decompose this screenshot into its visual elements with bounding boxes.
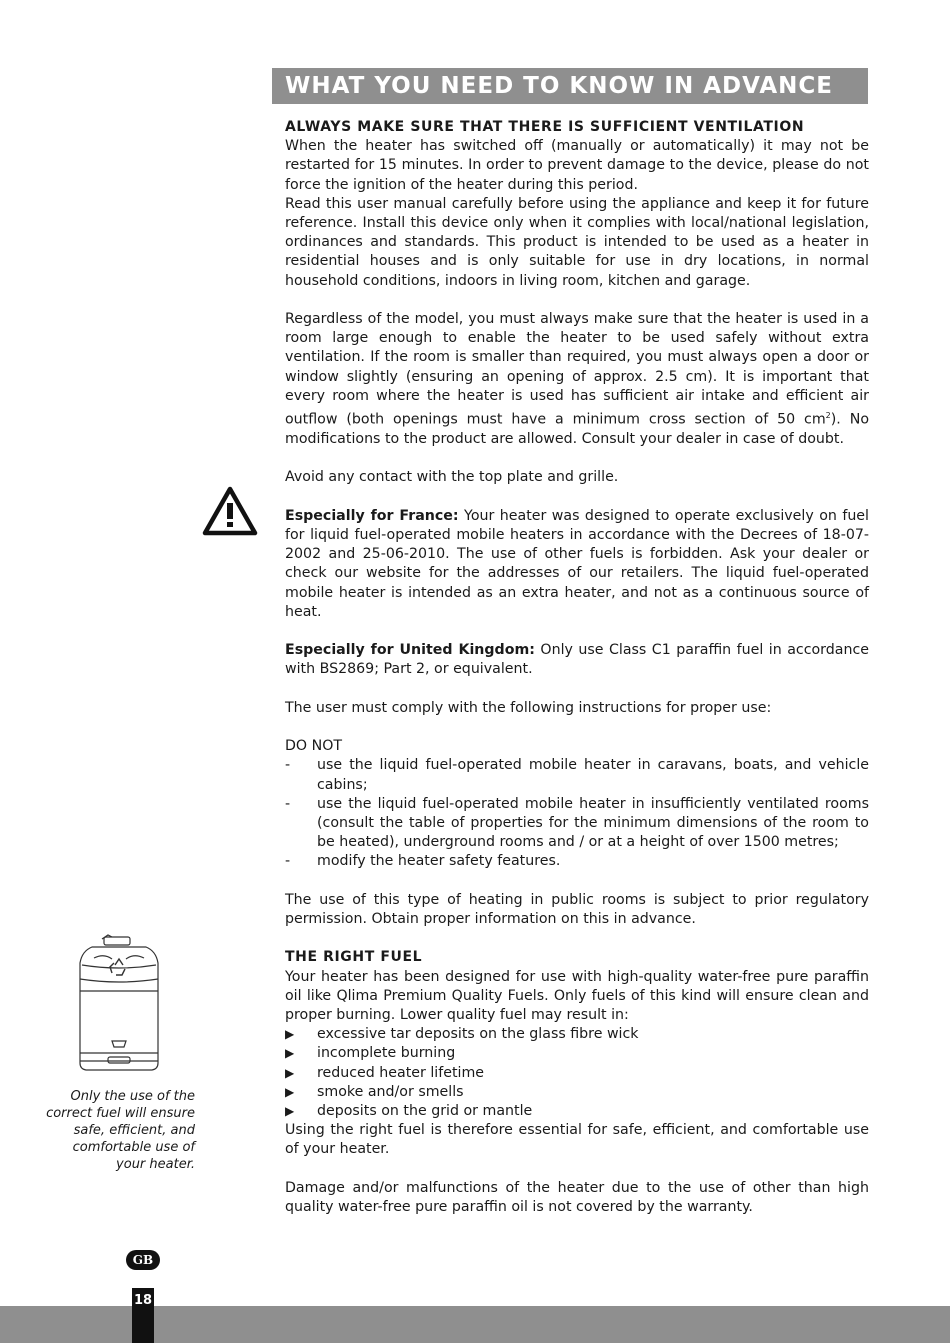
do-not-list xyxy=(285,756,869,871)
restart-paragraph: When the heater has switched off (manually or automatically) it may not be restarted for 15 minutes. In order to prevent damage to the device, please do not force the ignition of the heater during this period. xyxy=(285,138,869,193)
fuel-heading: THE RIGHT FUEL xyxy=(285,949,423,966)
superscript-2: 2 xyxy=(825,411,831,421)
france-label: Especially for France: xyxy=(285,507,459,524)
language-badge: GB xyxy=(126,1250,160,1270)
do-not-label: DO NOT xyxy=(285,738,343,755)
warranty-paragraph: Damage and/or malfunctions of the heater due to the use of other than high quality water-free pure paraffin oil is not covered by the warranty. xyxy=(285,1179,869,1215)
fuel-caption: Only the use of the correct fuel will ensure safe, efficient, and comfortable use of your heater. xyxy=(46,1089,195,1172)
uk-text: Only use Class C1 paraffin fuel in accordance with BS2869; Part 2, or equivalent. xyxy=(285,642,869,678)
list-item-text: deposits on the grid or mantle xyxy=(317,1102,533,1119)
list-item: - use the liquid fuel-operated mobile heater in insufficiently ventilated rooms (consult the table of properties for the minimum dimensions of the room to be heated), underground rooms and / or at a height of over 1500 metres; xyxy=(285,795,869,853)
room-size-paragraph xyxy=(285,310,869,449)
fuel-jerrycan-icon xyxy=(74,933,164,1073)
list-item xyxy=(285,1044,869,1063)
room-size-text-a: Regardless of the model, you must always make sure that the heater is used in a room large enough to enable the heater to be used safely without extra ventilation. If the room is smaller than required, you must always open a door or window slightly (ensuring an opening of approx. 2.5 cm). It is important that every room where the heater is used has sufficient air intake and efficient air outflow (both openings must have a minimum cross section of 50 cm xyxy=(285,311,869,428)
triangle-bullet-icon: ▶ xyxy=(285,1046,295,1061)
france-text: Your heater was designed to operate exclusively on fuel for liquid fuel-operated mobile heaters in accordance with the Decrees of 18-07-2002 and 25-06-2010. The use of other fuels is forbidden. Ask your dealer or check our website for the addresses of our retailers. The liquid fuel-operated mobile heater is intended as an extra heater, and not as a continuous source of heat. xyxy=(285,507,869,620)
list-item: - use the liquid fuel-operated mobile heater in caravans, boats, and vehicle cabins; xyxy=(285,756,869,794)
list-item-text: incomplete burning xyxy=(317,1045,456,1062)
triangle-bullet-icon: ▶ xyxy=(285,1027,295,1042)
main-content xyxy=(285,118,869,1217)
triangle-bullet-icon: ▶ xyxy=(285,1084,295,1099)
list-item xyxy=(285,1064,869,1083)
public-rooms-paragraph: The use of this type of heating in public rooms is subject to prior regulatory permission. Obtain proper information on this in advance. xyxy=(285,891,869,927)
list-item xyxy=(285,1025,869,1044)
triangle-bullet-icon: ▶ xyxy=(285,1065,295,1080)
list-item-text: reduced heater lifetime xyxy=(317,1064,485,1081)
room-size-text-b: ). No modifications to the product are allowed. Consult your dealer in case of doubt. xyxy=(285,411,870,447)
list-item xyxy=(285,1083,869,1102)
uk-paragraph xyxy=(285,641,869,679)
fuel-intro: Your heater has been designed for use with high-quality water-free pure paraffin oil like Qlima Premium Quality Fuels. Only fuels of this kind will ensure clean and proper burning. Lower quality fuel may result in: xyxy=(285,968,869,1023)
manual-paragraph: Read this user manual carefully before using the appliance and keep it for future reference. Install this device only when it complies with local/national legislation, ordinances and standards. This product is intended to be used as a heater in residential houses and is only suitable for use in dry locations, in normal household conditions, indoors in living room, kitchen and garage. xyxy=(285,195,869,289)
fuel-issues-list xyxy=(285,1025,869,1121)
uk-label: Especially for United Kingdom: xyxy=(285,642,535,659)
ventilation-heading: ALWAYS MAKE SURE THAT THERE IS SUFFICIENT VENTILATION xyxy=(285,119,805,135)
fuel-conclusion: Using the right fuel is therefore essential for safe, efficient, and comfortable use of your heater. xyxy=(285,1122,869,1158)
comply-paragraph: The user must comply with the following instructions for proper use: xyxy=(285,699,772,716)
list-item-text: excessive tar deposits on the glass fibre wick xyxy=(317,1026,639,1043)
page-number: 18 xyxy=(132,1288,154,1343)
page-title: WHAT YOU NEED TO KNOW IN ADVANCE xyxy=(272,68,868,104)
list-item: - modify the heater safety features. xyxy=(285,852,869,871)
list-item xyxy=(285,1102,869,1121)
france-paragraph xyxy=(285,507,869,622)
triangle-bullet-icon: ▶ xyxy=(285,1103,295,1118)
warning-triangle-icon xyxy=(202,486,258,536)
top-plate-paragraph: Avoid any contact with the top plate and grille. xyxy=(285,469,619,486)
list-item-text: smoke and/or smells xyxy=(317,1083,464,1100)
